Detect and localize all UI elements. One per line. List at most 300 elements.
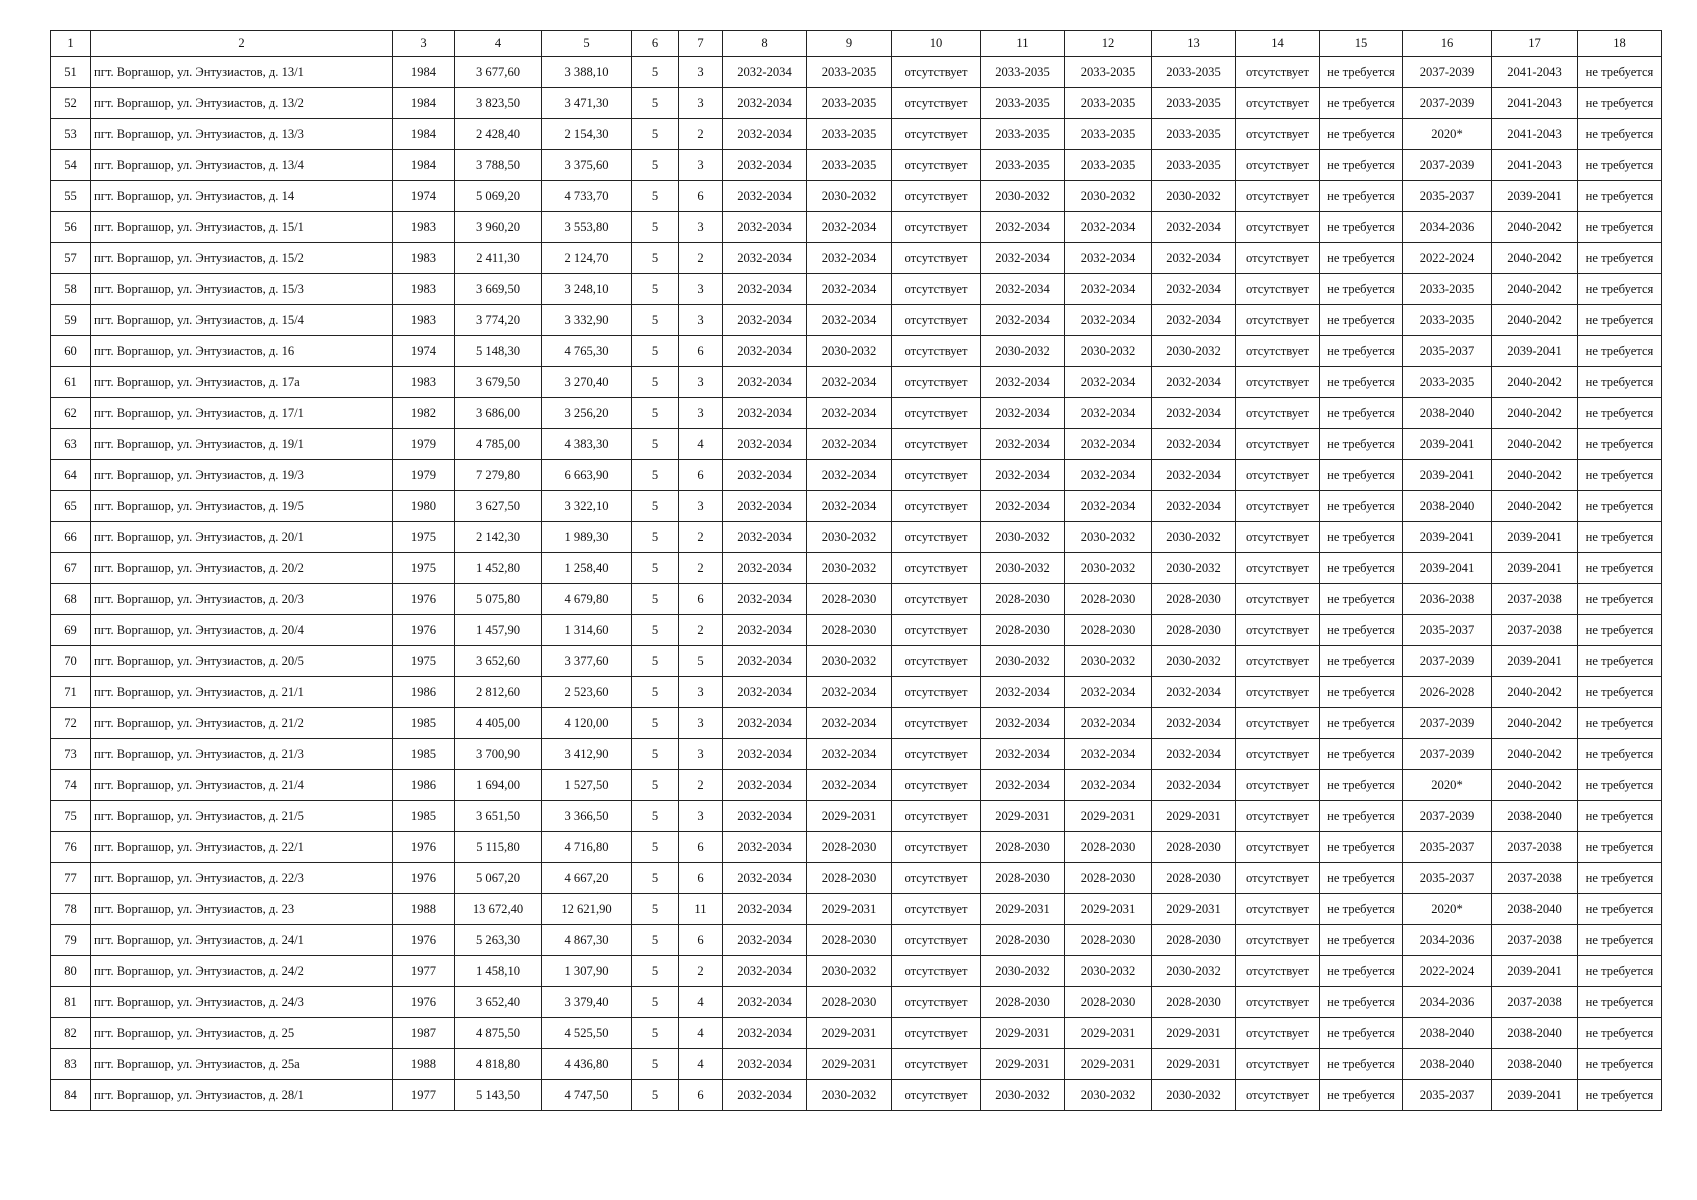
table-cell: 2032-2034 (807, 708, 892, 739)
address-cell: пгт. Воргашор, ул. Энтузиастов, д. 14 (91, 181, 393, 212)
table-cell: 2033-2035 (981, 119, 1065, 150)
table-cell: отсутствует (1236, 677, 1320, 708)
table-cell: 2028-2030 (1152, 584, 1236, 615)
row-number-cell: 60 (51, 336, 91, 367)
table-cell: 5 (632, 770, 679, 801)
row-number-cell: 65 (51, 491, 91, 522)
address-cell: пгт. Воргашор, ул. Энтузиастов, д. 20/5 (91, 646, 393, 677)
table-cell: 2032-2034 (1065, 770, 1152, 801)
table-cell: отсутствует (1236, 708, 1320, 739)
table-cell: 2032-2034 (1152, 739, 1236, 770)
table-row (51, 398, 1662, 429)
table-cell: не требуется (1578, 305, 1662, 336)
table-cell: 2032-2034 (1065, 398, 1152, 429)
table-cell: не требуется (1320, 553, 1403, 584)
table-cell: 6 (679, 1080, 723, 1111)
column-header-7: 7 (679, 31, 723, 57)
table-cell: не требуется (1578, 677, 1662, 708)
table-cell: не требуется (1578, 646, 1662, 677)
row-number-cell: 74 (51, 770, 91, 801)
table-cell: 2032-2034 (981, 243, 1065, 274)
table-cell: 2033-2035 (1065, 150, 1152, 181)
table-cell: не требуется (1578, 274, 1662, 305)
table-cell: не требуется (1320, 863, 1403, 894)
table-cell: 5 (632, 832, 679, 863)
table-cell: 1 458,10 (455, 956, 542, 987)
table-cell: 5 (632, 987, 679, 1018)
address-cell: пгт. Воргашор, ул. Энтузиастов, д. 25а (91, 1049, 393, 1080)
table-cell: отсутствует (892, 460, 981, 491)
table-row (51, 863, 1662, 894)
table-cell: 2032-2034 (723, 956, 807, 987)
table-cell: отсутствует (892, 863, 981, 894)
table-cell: отсутствует (1236, 522, 1320, 553)
table-cell: 5 (632, 88, 679, 119)
table-cell: 2032-2034 (807, 212, 892, 243)
table-cell: 2032-2034 (723, 646, 807, 677)
table-cell: 2030-2032 (1065, 522, 1152, 553)
table-cell: 4 679,80 (542, 584, 632, 615)
table-cell: 3 (679, 57, 723, 88)
table-cell: 2030-2032 (1152, 181, 1236, 212)
housing-table (50, 30, 1662, 1111)
table-cell: 4 747,50 (542, 1080, 632, 1111)
table-cell: 3 366,50 (542, 801, 632, 832)
table-row (51, 491, 1662, 522)
table-cell: 2040-2042 (1492, 398, 1578, 429)
table-cell: 2032-2034 (1152, 305, 1236, 336)
address-cell: пгт. Воргашор, ул. Энтузиастов, д. 19/3 (91, 460, 393, 491)
table-cell: 2029-2031 (807, 894, 892, 925)
address-cell: пгт. Воргашор, ул. Энтузиастов, д. 24/2 (91, 956, 393, 987)
table-cell: 4 667,20 (542, 863, 632, 894)
table-cell: 2 (679, 770, 723, 801)
table-cell: 2028-2030 (807, 832, 892, 863)
row-number-cell: 71 (51, 677, 91, 708)
table-cell: отсутствует (1236, 863, 1320, 894)
table-cell: отсутствует (1236, 1018, 1320, 1049)
table-cell: 3 (679, 491, 723, 522)
table-cell: 2041-2043 (1492, 88, 1578, 119)
table-cell: 1983 (393, 305, 455, 336)
table-cell: 2028-2030 (1152, 863, 1236, 894)
table-cell: 2028-2030 (981, 863, 1065, 894)
table-cell: 2032-2034 (1152, 677, 1236, 708)
row-number-cell: 72 (51, 708, 91, 739)
table-cell: 2035-2037 (1403, 336, 1492, 367)
table-cell: не требуется (1320, 677, 1403, 708)
table-row (51, 274, 1662, 305)
table-cell: не требуется (1578, 615, 1662, 646)
table-cell: 2030-2032 (981, 336, 1065, 367)
address-cell: пгт. Воргашор, ул. Энтузиастов, д. 15/4 (91, 305, 393, 336)
row-number-cell: 84 (51, 1080, 91, 1111)
table-cell: 2032-2034 (1065, 708, 1152, 739)
table-cell: 1983 (393, 274, 455, 305)
table-cell: 3 553,80 (542, 212, 632, 243)
table-cell: отсутствует (1236, 832, 1320, 863)
table-cell: 2032-2034 (981, 429, 1065, 460)
table-cell: отсутствует (1236, 646, 1320, 677)
address-cell: пгт. Воргашор, ул. Энтузиастов, д. 21/5 (91, 801, 393, 832)
table-cell: 4 (679, 1018, 723, 1049)
table-cell: 2032-2034 (723, 522, 807, 553)
table-cell: 3 377,60 (542, 646, 632, 677)
table-cell: 2032-2034 (981, 460, 1065, 491)
table-cell: отсутствует (1236, 770, 1320, 801)
table-cell: отсутствует (1236, 553, 1320, 584)
table-cell: 2029-2031 (1065, 1018, 1152, 1049)
table-cell: отсутствует (892, 987, 981, 1018)
table-cell: 3 (679, 677, 723, 708)
address-cell: пгт. Воргашор, ул. Энтузиастов, д. 16 (91, 336, 393, 367)
table-cell: отсутствует (1236, 1080, 1320, 1111)
table-row (51, 181, 1662, 212)
table-cell: 2037-2038 (1492, 863, 1578, 894)
table-cell: 5 (632, 801, 679, 832)
table-cell: не требуется (1578, 708, 1662, 739)
table-cell: 2030-2032 (981, 956, 1065, 987)
table-cell: отсутствует (892, 181, 981, 212)
table-cell: 5 (632, 460, 679, 491)
table-cell: 3 (679, 150, 723, 181)
table-cell: 2038-2040 (1403, 1018, 1492, 1049)
table-cell: не требуется (1578, 212, 1662, 243)
table-cell: 2032-2034 (981, 770, 1065, 801)
table-cell: не требуется (1320, 150, 1403, 181)
table-cell: 2041-2043 (1492, 119, 1578, 150)
table-cell: 5 (632, 119, 679, 150)
table-cell: 4 (679, 429, 723, 460)
table-cell: 2032-2034 (981, 708, 1065, 739)
table-row (51, 615, 1662, 646)
table-cell: 2030-2032 (981, 181, 1065, 212)
row-number-cell: 66 (51, 522, 91, 553)
table-cell: 2032-2034 (1065, 739, 1152, 770)
table-cell: 2020* (1403, 770, 1492, 801)
table-cell: 2030-2032 (807, 1080, 892, 1111)
table-cell: 2029-2031 (807, 1018, 892, 1049)
table-cell: 6 663,90 (542, 460, 632, 491)
table-cell: отсутствует (892, 150, 981, 181)
address-cell: пгт. Воргашор, ул. Энтузиастов, д. 19/5 (91, 491, 393, 522)
table-cell: 3 (679, 739, 723, 770)
table-cell: 2032-2034 (723, 367, 807, 398)
row-number-cell: 69 (51, 615, 91, 646)
table-row (51, 584, 1662, 615)
table-cell: 1986 (393, 677, 455, 708)
table-cell: 5 (632, 925, 679, 956)
table-cell: 2 154,30 (542, 119, 632, 150)
table-cell: отсутствует (1236, 801, 1320, 832)
table-cell: 2039-2041 (1492, 336, 1578, 367)
table-cell: 5 (632, 398, 679, 429)
row-number-cell: 81 (51, 987, 91, 1018)
table-cell: 2 (679, 243, 723, 274)
table-cell: отсутствует (1236, 274, 1320, 305)
table-cell: 1 527,50 (542, 770, 632, 801)
table-cell: 2035-2037 (1403, 832, 1492, 863)
table-cell: 2 (679, 553, 723, 584)
table-cell: 2039-2041 (1492, 1080, 1578, 1111)
table-cell: 2 142,30 (455, 522, 542, 553)
table-cell: 2033-2035 (1403, 274, 1492, 305)
table-cell: не требуется (1578, 956, 1662, 987)
table-cell: отсутствует (892, 305, 981, 336)
address-cell: пгт. Воргашор, ул. Энтузиастов, д. 19/1 (91, 429, 393, 460)
table-cell: не требуется (1320, 832, 1403, 863)
table-cell: 4 120,00 (542, 708, 632, 739)
column-header-8: 8 (723, 31, 807, 57)
address-cell: пгт. Воргашор, ул. Энтузиастов, д. 20/1 (91, 522, 393, 553)
table-cell: 2032-2034 (723, 801, 807, 832)
table-cell: не требуется (1578, 57, 1662, 88)
table-cell: 2035-2037 (1403, 863, 1492, 894)
table-cell: 3 (679, 801, 723, 832)
table-cell: не требуется (1320, 181, 1403, 212)
table-cell: 3 (679, 367, 723, 398)
table-cell: отсутствует (1236, 243, 1320, 274)
address-cell: пгт. Воргашор, ул. Энтузиастов, д. 17а (91, 367, 393, 398)
table-cell: 2041-2043 (1492, 57, 1578, 88)
table-cell: 2039-2041 (1492, 646, 1578, 677)
table-cell: 1987 (393, 1018, 455, 1049)
address-cell: пгт. Воргашор, ул. Энтузиастов, д. 28/1 (91, 1080, 393, 1111)
table-cell: 5 (632, 181, 679, 212)
table-cell: 2032-2034 (981, 677, 1065, 708)
table-cell: 5 069,20 (455, 181, 542, 212)
address-cell: пгт. Воргашор, ул. Энтузиастов, д. 22/1 (91, 832, 393, 863)
table-cell: отсутствует (892, 925, 981, 956)
header-row (51, 31, 1662, 57)
table-row (51, 739, 1662, 770)
table-cell: отсутствует (1236, 987, 1320, 1018)
table-cell: 6 (679, 584, 723, 615)
table-cell: отсутствует (892, 1080, 981, 1111)
table-cell: 2040-2042 (1492, 770, 1578, 801)
address-cell: пгт. Воргашор, ул. Энтузиастов, д. 24/1 (91, 925, 393, 956)
table-cell: 2035-2037 (1403, 181, 1492, 212)
table-cell: 4 405,00 (455, 708, 542, 739)
table-cell: 1985 (393, 708, 455, 739)
table-cell: 2022-2024 (1403, 243, 1492, 274)
table-cell: 2037-2038 (1492, 832, 1578, 863)
table-cell: не требуется (1578, 863, 1662, 894)
table-cell: 2033-2035 (1403, 305, 1492, 336)
table-cell: не требуется (1578, 987, 1662, 1018)
table-cell: 2030-2032 (807, 646, 892, 677)
table-cell: отсутствует (892, 429, 981, 460)
column-header-18: 18 (1578, 31, 1662, 57)
address-cell: пгт. Воргашор, ул. Энтузиастов, д. 20/4 (91, 615, 393, 646)
table-cell: 2039-2041 (1492, 553, 1578, 584)
table-cell: 5 (632, 1080, 679, 1111)
table-cell: 3 679,50 (455, 367, 542, 398)
address-cell: пгт. Воргашор, ул. Энтузиастов, д. 22/3 (91, 863, 393, 894)
table-cell: 2026-2028 (1403, 677, 1492, 708)
table-cell: 2 124,70 (542, 243, 632, 274)
table-row (51, 1018, 1662, 1049)
table-cell: 2032-2034 (1152, 398, 1236, 429)
table-cell: не требуется (1578, 243, 1662, 274)
table-cell: не требуется (1320, 739, 1403, 770)
table-cell: 2032-2034 (1152, 212, 1236, 243)
table-cell: отсутствует (892, 770, 981, 801)
table-cell: 2 812,60 (455, 677, 542, 708)
table-cell: 2030-2032 (1152, 956, 1236, 987)
table-cell: 5 (632, 367, 679, 398)
column-header-17: 17 (1492, 31, 1578, 57)
table-cell: 2039-2041 (1492, 181, 1578, 212)
table-cell: 5 (632, 863, 679, 894)
table-cell: не требуется (1320, 57, 1403, 88)
table-cell: не требуется (1320, 925, 1403, 956)
table-cell: 5 075,80 (455, 584, 542, 615)
table-cell: 2032-2034 (723, 119, 807, 150)
column-header-10: 10 (892, 31, 981, 57)
table-cell: 2028-2030 (1152, 925, 1236, 956)
table-cell: не требуется (1320, 119, 1403, 150)
table-cell: 2037-2039 (1403, 739, 1492, 770)
row-number-cell: 75 (51, 801, 91, 832)
table-cell: 3 332,90 (542, 305, 632, 336)
table-cell: 6 (679, 460, 723, 491)
table-cell: 2020* (1403, 894, 1492, 925)
table-row (51, 119, 1662, 150)
table-cell: 5 (632, 646, 679, 677)
table-row (51, 553, 1662, 584)
table-cell: не требуется (1578, 119, 1662, 150)
table-cell: 2032-2034 (723, 863, 807, 894)
table-cell: 2030-2032 (1065, 646, 1152, 677)
table-cell: 2032-2034 (807, 367, 892, 398)
table-cell: отсутствует (892, 677, 981, 708)
table-cell: 13 672,40 (455, 894, 542, 925)
table-cell: 5 (632, 336, 679, 367)
table-cell: не требуется (1578, 367, 1662, 398)
table-cell: 5 (632, 708, 679, 739)
table-cell: 2028-2030 (981, 584, 1065, 615)
table-cell: 2032-2034 (723, 987, 807, 1018)
table-cell: 2028-2030 (1152, 987, 1236, 1018)
table-cell: отсутствует (892, 243, 981, 274)
table-cell: отсутствует (1236, 57, 1320, 88)
table-cell: 2032-2034 (723, 894, 807, 925)
table-cell: 2037-2039 (1403, 150, 1492, 181)
table-cell: 3 686,00 (455, 398, 542, 429)
table-cell: 2035-2037 (1403, 1080, 1492, 1111)
table-cell: 2040-2042 (1492, 243, 1578, 274)
table-cell: 4 765,30 (542, 336, 632, 367)
table-cell: 3 652,60 (455, 646, 542, 677)
address-cell: пгт. Воргашор, ул. Энтузиастов, д. 20/3 (91, 584, 393, 615)
table-row (51, 150, 1662, 181)
table-cell: не требуется (1578, 770, 1662, 801)
table-cell: 1979 (393, 460, 455, 491)
table-cell: 2033-2035 (981, 150, 1065, 181)
table-cell: 4 383,30 (542, 429, 632, 460)
table-cell: отсутствует (892, 584, 981, 615)
table-cell: 1983 (393, 243, 455, 274)
table-cell: отсутствует (1236, 956, 1320, 987)
table-cell: 2032-2034 (723, 429, 807, 460)
table-cell: 2030-2032 (1065, 181, 1152, 212)
table-row (51, 367, 1662, 398)
address-cell: пгт. Воргашор, ул. Энтузиастов, д. 15/1 (91, 212, 393, 243)
table-cell: 2030-2032 (807, 553, 892, 584)
table-cell: 2032-2034 (1065, 212, 1152, 243)
table-cell: отсутствует (1236, 615, 1320, 646)
table-cell: 3 (679, 88, 723, 119)
table-cell: 5 115,80 (455, 832, 542, 863)
table-cell: 2030-2032 (1152, 522, 1236, 553)
table-cell: 2029-2031 (981, 1049, 1065, 1080)
table-cell: 2032-2034 (1065, 460, 1152, 491)
address-cell: пгт. Воргашор, ул. Энтузиастов, д. 13/3 (91, 119, 393, 150)
table-cell: отсутствует (892, 894, 981, 925)
table-cell: 2033-2035 (1065, 119, 1152, 150)
table-cell: 1 307,90 (542, 956, 632, 987)
table-cell: 2032-2034 (723, 925, 807, 956)
table-cell: 1984 (393, 88, 455, 119)
table-cell: 2032-2034 (723, 1018, 807, 1049)
table-cell: 2038-2040 (1492, 894, 1578, 925)
table-cell: 4 733,70 (542, 181, 632, 212)
table-cell: не требуется (1578, 398, 1662, 429)
table-cell: 2032-2034 (807, 460, 892, 491)
address-cell: пгт. Воргашор, ул. Энтузиастов, д. 21/2 (91, 708, 393, 739)
table-header (51, 31, 1662, 57)
table-cell: 2032-2034 (723, 460, 807, 491)
table-cell: 2030-2032 (807, 522, 892, 553)
table-cell: 1976 (393, 615, 455, 646)
table-cell: 2040-2042 (1492, 429, 1578, 460)
table-cell: 3 788,50 (455, 150, 542, 181)
table-row (51, 1080, 1662, 1111)
table-cell: 2039-2041 (1403, 429, 1492, 460)
table-cell: 6 (679, 863, 723, 894)
table-cell: отсутствует (1236, 212, 1320, 243)
table-cell: 5 (632, 894, 679, 925)
column-header-2: 2 (91, 31, 393, 57)
table-cell: 2032-2034 (1152, 367, 1236, 398)
table-cell: 2034-2036 (1403, 925, 1492, 956)
table-cell: отсутствует (1236, 1049, 1320, 1080)
table-cell: 2033-2035 (807, 119, 892, 150)
table-cell: 2032-2034 (723, 584, 807, 615)
table-cell: отсутствует (1236, 150, 1320, 181)
row-number-cell: 58 (51, 274, 91, 305)
table-row (51, 243, 1662, 274)
table-cell: 2032-2034 (981, 212, 1065, 243)
row-number-cell: 52 (51, 88, 91, 119)
table-cell: отсутствует (1236, 305, 1320, 336)
address-cell: пгт. Воргашор, ул. Энтузиастов, д. 25 (91, 1018, 393, 1049)
table-cell: отсутствует (892, 646, 981, 677)
row-number-cell: 82 (51, 1018, 91, 1049)
table-cell: 1 694,00 (455, 770, 542, 801)
table-cell: 2032-2034 (981, 367, 1065, 398)
table-cell: 3 (679, 398, 723, 429)
table-cell: отсутствует (892, 119, 981, 150)
table-cell: 2 411,30 (455, 243, 542, 274)
table-cell: 5 (679, 646, 723, 677)
table-cell: отсутствует (1236, 584, 1320, 615)
table-cell: 2029-2031 (1065, 1049, 1152, 1080)
table-cell: отсутствует (1236, 460, 1320, 491)
table-cell: 1984 (393, 57, 455, 88)
table-cell: не требуется (1320, 491, 1403, 522)
